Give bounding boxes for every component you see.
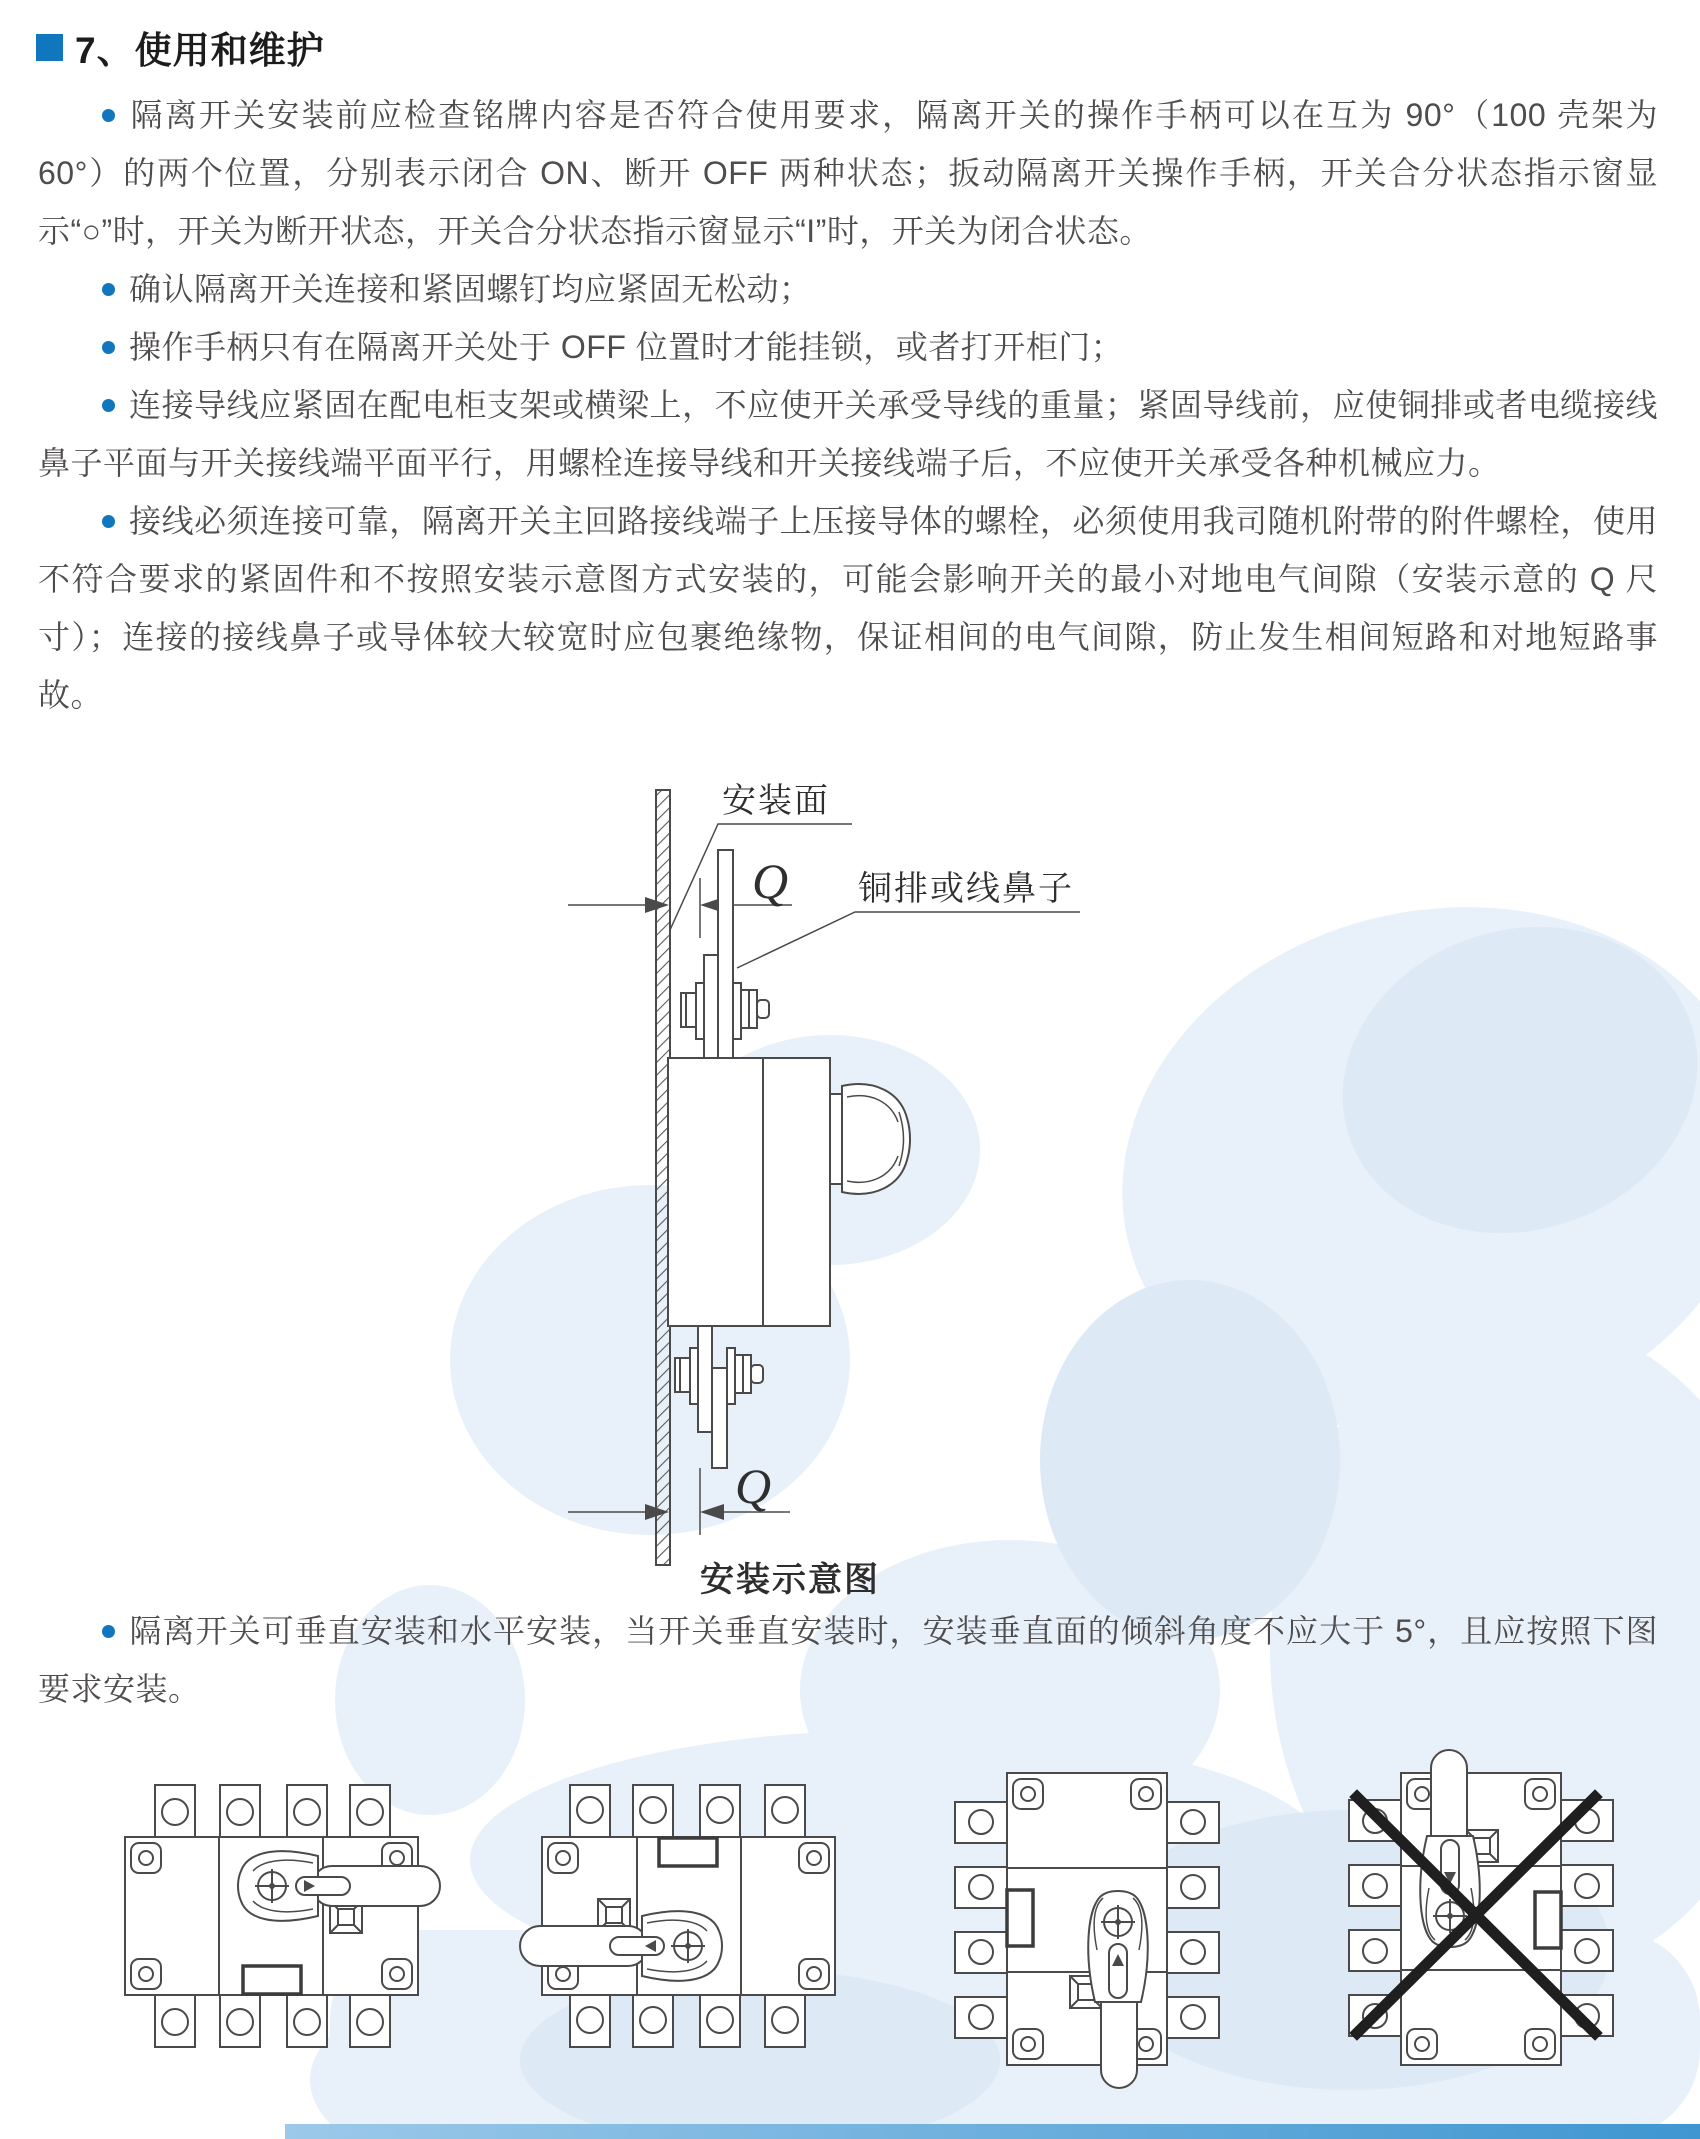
figure-vertical-handle-up-forbidden [1344,1726,1624,2071]
section-header [36,20,325,74]
bottom-busbar-connection [675,1326,763,1468]
dimension-top [568,853,792,938]
paragraph-text: 隔离开关安装前应检查铭牌内容是否符合使用要求，隔离开关的操作手柄可以在互为 90°（100 壳架为 60°）的两个位置，分别表示闭合 ON、断开 OFF 两种状态；扳动隔离开关操作手柄，开关合分状态指示窗显示“○”时，开关为断开状态，开关合分状态指示窗显示“I”时，开关为闭合状态。 [38,97,1658,249]
q-dimension-label: Q [751,853,789,909]
bullet-dot-icon [102,109,115,122]
figure-horizontal-handle-left [455,1782,845,2052]
bullet-paragraph [38,1602,1658,1718]
bullet-paragraph [38,318,1658,376]
handle-side [842,1084,910,1194]
paragraph-text: 确认隔离开关连接和紧固螺钉均应紧固无松动； [129,271,812,307]
usage-notes [38,86,1658,724]
bullet-dot-icon [102,515,115,528]
diagram-caption: 安装示意图 [700,1561,880,1599]
bullet-dot-icon [102,1625,115,1638]
bullet-dot-icon [102,399,115,412]
bullet-paragraph [38,86,1658,260]
bullet-paragraph [38,376,1658,492]
switch-body-side [668,1058,910,1326]
paragraph-text: 连接导线应紧固在配电柜支架或横梁上，不应使开关承受导线的重量；紧固导线前，应使铜排或者电缆接线鼻子平面与开关接线端平面平行，用螺栓连接导线和开关接线端子后，不应使开关承受各种机械应力。 [38,387,1658,481]
installation-diagram [420,760,1120,1610]
figure-vertical-handle-down [950,1748,1230,2093]
paragraph-text: 操作手柄只有在隔离开关处于 OFF 位置时才能挂锁，或者打开柜门； [129,329,1124,365]
handle-mount [830,1094,842,1184]
busbar-label: 铜排或线鼻子 [858,870,1074,908]
bottom-accent-strip [285,2124,1700,2139]
q-dimension-label: Q [734,1458,772,1514]
bullet-dot-icon [102,341,115,354]
busbar-callout [737,870,1080,968]
bullet-paragraph [38,260,1658,318]
mounting-surface-label: 安装面 [722,782,830,820]
blue-square-bullet-icon [36,34,63,61]
figure-horizontal-handle-right [60,1782,450,2052]
section-title: 7、使用和维护 [75,30,325,71]
installation-note [38,1602,1658,1718]
bullet-dot-icon [102,283,115,296]
paragraph-text: 接线必须连接可靠，隔离开关主回路接线端子上压接导体的螺栓，必须使用我司随机附带的附件螺栓，使用不符合要求的紧固件和不按照安装示意图方式安装的，可能会影响开关的最小对地电气间隙（安装示意的 Q 尺寸）；连接的接线鼻子或导体较大较宽时应包裹绝缘物，保证相间的电气间隙，防止发生相间短路和对地短路事故。 [38,503,1658,713]
paragraph-text: 隔离开关可垂直安装和水平安装，当开关垂直安装时，安装垂直面的倾斜角度不应大于 5°，且应按照下图要求安装。 [38,1613,1658,1707]
bullet-paragraph [38,492,1658,724]
dimension-bottom [568,1458,790,1535]
